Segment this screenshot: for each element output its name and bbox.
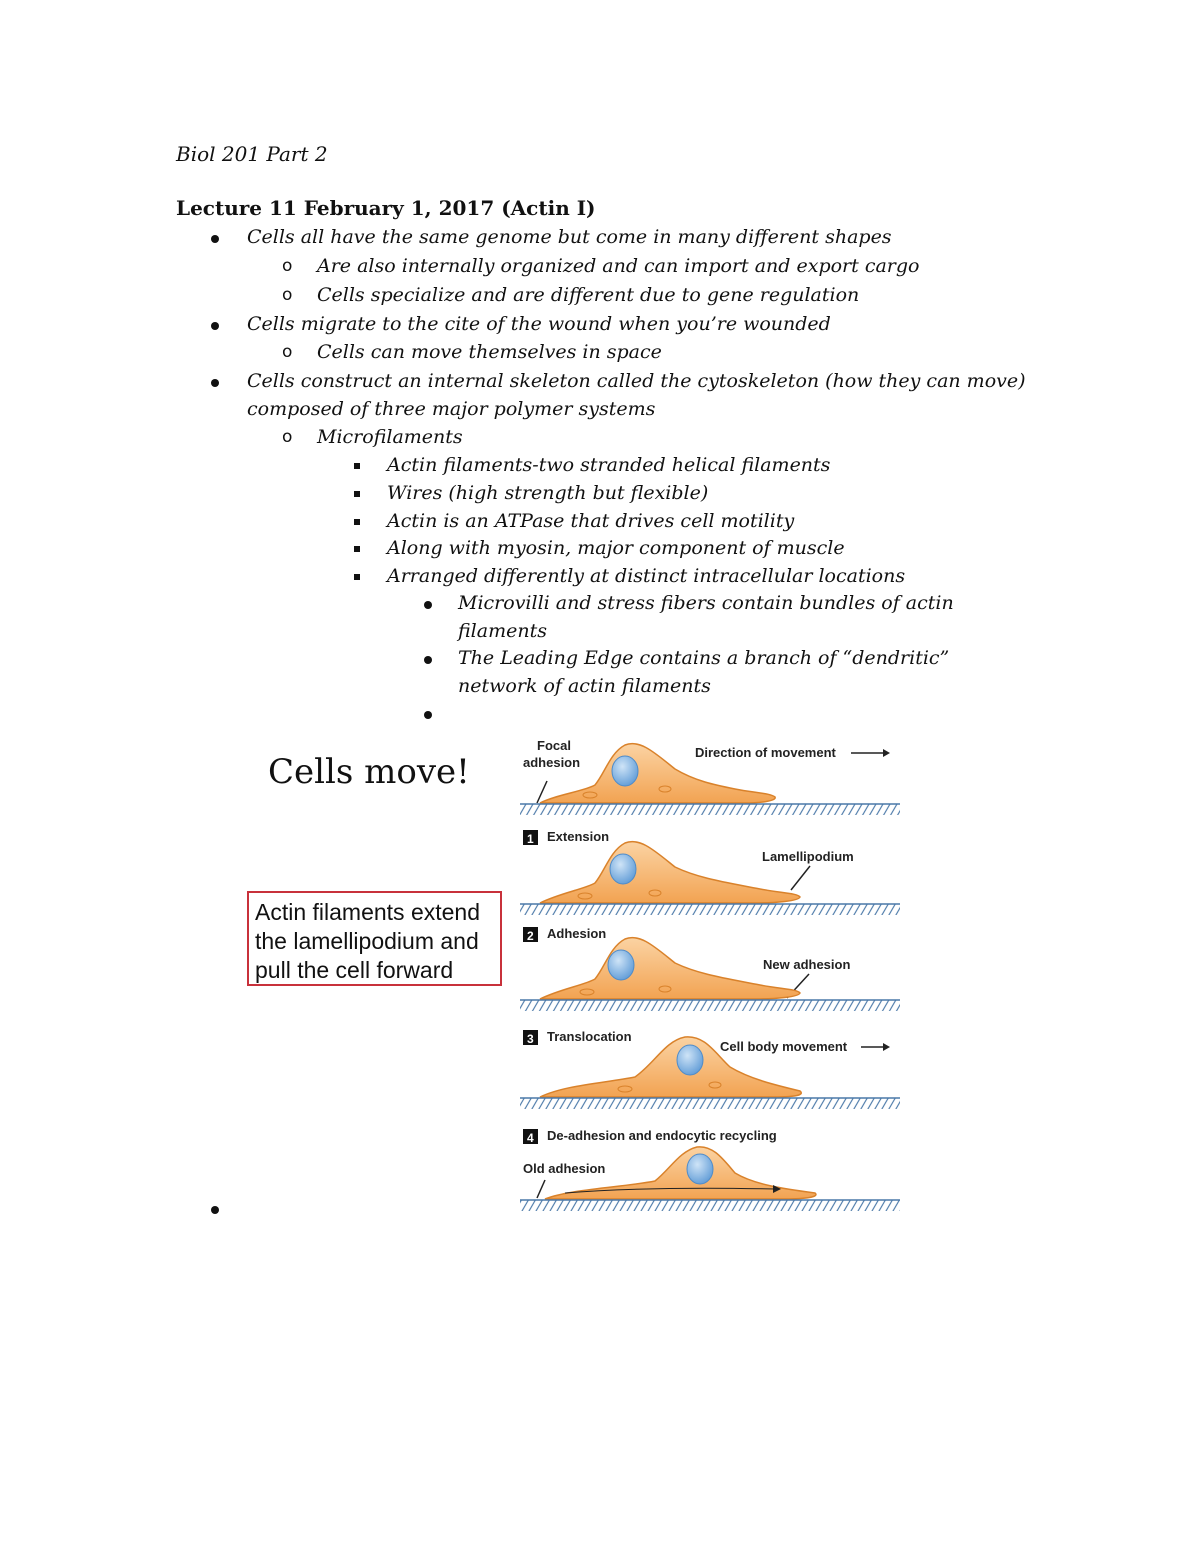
nucleus — [612, 756, 638, 786]
label-focal: Focal — [537, 738, 571, 753]
step-label: Extension — [547, 829, 610, 844]
svg-text:1: 1 — [527, 832, 534, 846]
bullet-marker — [424, 656, 432, 664]
lecture-heading: Lecture 11 February 1, 2017 (Actin I) — [176, 196, 596, 220]
step-label: Translocation — [547, 1029, 632, 1044]
nucleus — [687, 1154, 713, 1184]
panel-translocation — [520, 1029, 900, 1109]
label-adhesion: adhesion — [523, 755, 581, 770]
bullet-marker — [354, 463, 360, 469]
bullet-marker — [211, 1206, 219, 1214]
label-direction: Direction of movement — [695, 745, 836, 760]
cell-migration-svg — [515, 733, 905, 1220]
bullet-marker — [211, 322, 219, 330]
panel-de-adhesion — [520, 1128, 900, 1211]
list-item: Cells migrate to the cite of the wound when you’re wounded — [247, 311, 831, 339]
step-label: De-adhesion and endocytic recycling — [547, 1128, 777, 1143]
bullet-marker: o — [282, 342, 293, 362]
list-item: Actin is an ATPase that drives cell motility — [387, 508, 794, 536]
label-old-adhesion: Old adhesion — [523, 1161, 606, 1176]
arrow-icon — [883, 1043, 890, 1051]
callout-line: pull the cell forward — [255, 957, 454, 983]
bullet-marker: o — [282, 427, 293, 447]
step-label: Adhesion — [547, 926, 607, 941]
bullet-marker — [354, 491, 360, 497]
svg-text:4: 4 — [527, 1131, 534, 1145]
substrate — [520, 904, 900, 915]
svg-text:2: 2 — [527, 929, 534, 943]
callout-line: Actin filaments extend — [255, 899, 481, 925]
nucleus — [608, 950, 634, 980]
list-item: Actin filaments-two stranded helical filaments — [387, 452, 830, 480]
bullet-marker — [211, 379, 219, 387]
list-item: Arranged differently at distinct intracellular locations — [387, 563, 905, 591]
bullet-marker — [354, 574, 360, 580]
substrate — [520, 1200, 900, 1211]
list-item: Along with myosin, major component of muscle — [387, 535, 845, 563]
bullet-marker: o — [282, 256, 293, 276]
label-lamellipodium: Lamellipodium — [762, 849, 854, 864]
arrow-icon — [883, 749, 890, 757]
panel-extension — [520, 829, 900, 915]
bullet-marker — [354, 546, 360, 552]
cell-migration-diagram — [515, 733, 905, 1220]
panel-initial — [520, 738, 900, 815]
list-item: o Cells specialize and are different due to gene regulation — [317, 282, 859, 310]
svg-text:3: 3 — [527, 1032, 534, 1046]
nucleus — [610, 854, 636, 884]
substrate — [520, 1000, 900, 1011]
cell-shape — [540, 842, 800, 903]
list-item: Wires (high strength but flexible) — [387, 480, 708, 508]
cell-shape — [540, 938, 800, 999]
substrate — [520, 1098, 900, 1109]
list-item: Microvilli and stress fibers contain bundles of actin filaments — [458, 590, 954, 645]
label-new-adhesion: New adhesion — [763, 957, 851, 972]
bullet-marker — [424, 711, 432, 719]
list-item: Cells all have the same genome but come in many different shapes — [247, 224, 892, 252]
bullet-marker — [211, 235, 219, 243]
list-item: o Microfilaments — [317, 424, 463, 452]
figure-title: Cells move! — [268, 752, 470, 792]
nucleus — [677, 1045, 703, 1075]
list-item: o Cells can move themselves in space — [317, 339, 662, 367]
bullet-marker — [424, 601, 432, 609]
label-cell-body-movement: Cell body movement — [720, 1039, 848, 1054]
panel-adhesion — [520, 926, 900, 1011]
list-item: The Leading Edge contains a branch of “dendritic” network of actin filaments — [458, 645, 949, 700]
list-item: Cells construct an internal skeleton called the cytoskeleton (how they can move) composed of three major polymer systems — [247, 368, 1026, 423]
callout-box — [247, 891, 502, 986]
callout-line: the lamellipodium and — [255, 928, 479, 954]
substrate — [520, 804, 900, 815]
bullet-marker: o — [282, 285, 293, 305]
bullet-marker — [354, 519, 360, 525]
list-item: o Are also internally organized and can import and export cargo — [317, 253, 919, 281]
document-header: Biol 201 Part 2 — [176, 142, 328, 166]
